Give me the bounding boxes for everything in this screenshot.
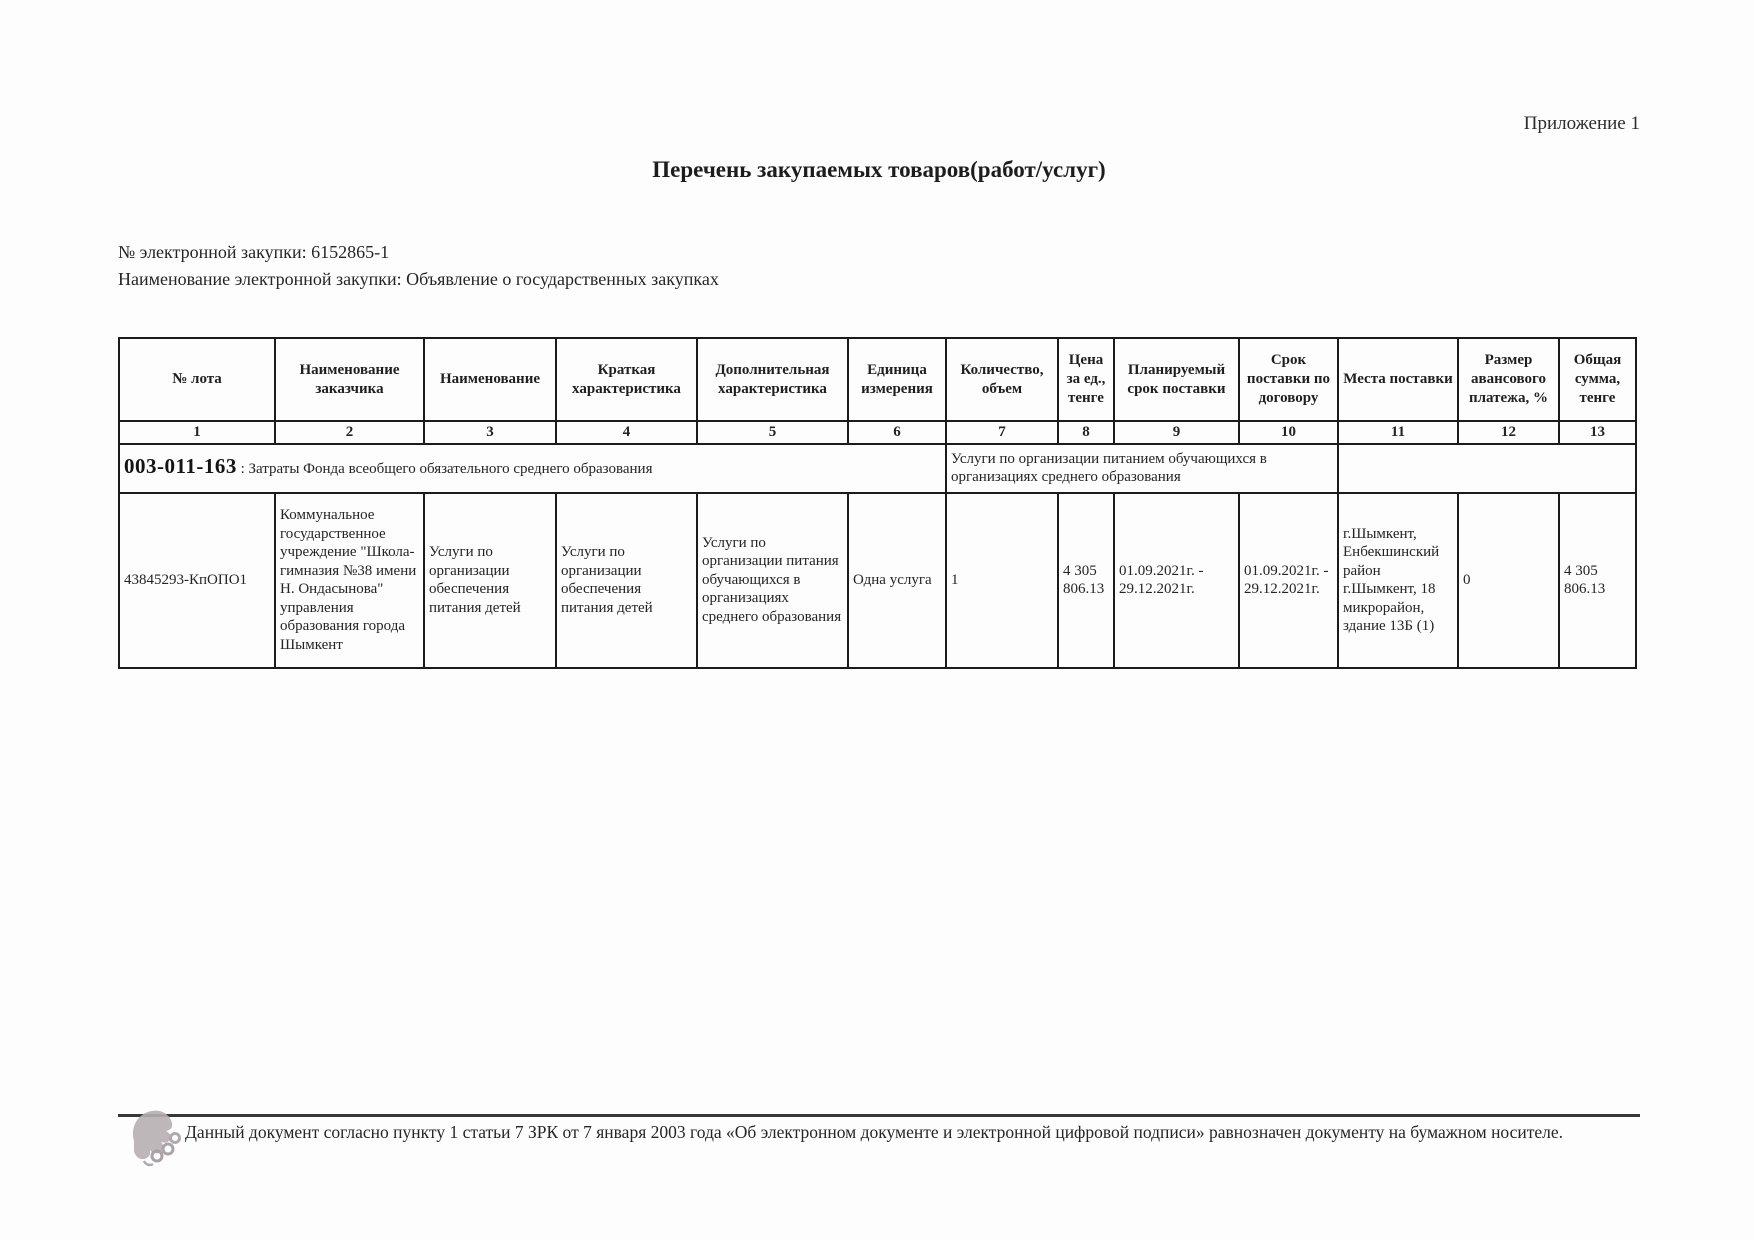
column-header-short-characteristic: Краткая характеристика — [556, 338, 697, 421]
column-header-advance-payment: Размер авансового платежа, % — [1458, 338, 1559, 421]
procurement-table — [118, 337, 1637, 669]
page-title: Перечень закупаемых товаров(работ/услуг) — [652, 157, 1106, 182]
category-service-cell: Услуги по организации питанием обучающихся в организациях среднего образования — [946, 444, 1338, 493]
quantity-cell: 1 — [946, 493, 1058, 668]
category-row — [119, 444, 1636, 493]
unit-cell: Одна услуга — [848, 493, 946, 668]
footer-divider — [118, 1114, 1640, 1117]
category-empty-cell — [1338, 444, 1636, 493]
column-header-additional-characteristic: Дополнительная характеристика — [697, 338, 848, 421]
column-number: 1 — [119, 421, 275, 444]
name-cell: Услуги по организации обеспечения питания детей — [424, 493, 556, 668]
customer-cell: Коммунальное государственное учреждение "Школа-гимназия №38 имени Н. Ондасынова" управления образования города Шымкент — [275, 493, 424, 668]
lot-row — [119, 493, 1636, 668]
column-header-total-sum: Общая сумма, тенге — [1559, 338, 1636, 421]
footer — [118, 1112, 1640, 1146]
stamp-seal-icon — [126, 1107, 184, 1169]
column-header-contract-period: Срок поставки по договору — [1239, 338, 1338, 421]
column-header-quantity: Количество, объем — [946, 338, 1058, 421]
column-number: 9 — [1114, 421, 1239, 444]
total-sum-cell: 4 305 806.13 — [1559, 493, 1636, 668]
appendix-label: Приложение 1 — [1523, 113, 1640, 134]
column-number: 7 — [946, 421, 1058, 444]
column-header-unit-price: Цена за ед., тенге — [1058, 338, 1114, 421]
additional-characteristic-cell: Услуги по организации питания обучающихся в организациях среднего образования — [697, 493, 848, 668]
category-title-cell — [119, 444, 946, 493]
column-header-planned-period: Планируемый срок поставки — [1114, 338, 1239, 421]
column-number: 10 — [1239, 421, 1338, 444]
footer-note: Данный документ согласно пункту 1 статьи 7 ЗРК от 7 января 2003 года «Об электронном документе и электронной цифровой подписи» равнозначен документу на бумажном носителе. — [185, 1122, 1564, 1142]
purchase-meta — [118, 239, 1640, 293]
column-header-lot: № лота — [119, 338, 275, 421]
column-number: 5 — [697, 421, 848, 444]
column-header-name: Наименование — [424, 338, 556, 421]
table-header-row — [119, 338, 1636, 421]
column-number-row — [119, 421, 1636, 444]
category-code: 003-011-163 — [124, 454, 237, 479]
delivery-place-cell: г.Шымкент, Енбекшинский район г.Шымкент, 18 микрорайон, здание 13Б (1) — [1338, 493, 1458, 668]
category-description: : Затраты Фонда всеобщего обязательного среднего образования — [240, 461, 653, 478]
column-number: 8 — [1058, 421, 1114, 444]
lot-number-cell: 43845293-КпОПО1 — [119, 493, 275, 668]
column-header-customer: Наименование заказчика — [275, 338, 424, 421]
column-header-unit: Единица измерения — [848, 338, 946, 421]
advance-payment-cell: 0 — [1458, 493, 1559, 668]
contract-period-cell: 01.09.2021г. - 29.12.2021г. — [1239, 493, 1338, 668]
purchase-name-line: Наименование электронной закупки: Объявление о государственных закупках — [118, 269, 719, 289]
column-header-delivery-place: Места поставки — [1338, 338, 1458, 421]
column-number: 13 — [1559, 421, 1636, 444]
column-number: 12 — [1458, 421, 1559, 444]
planned-period-cell: 01.09.2021г. - 29.12.2021г. — [1114, 493, 1239, 668]
column-number: 6 — [848, 421, 946, 444]
column-number: 3 — [424, 421, 556, 444]
short-characteristic-cell: Услуги по организации обеспечения питания детей — [556, 493, 697, 668]
column-number: 11 — [1338, 421, 1458, 444]
column-number: 2 — [275, 421, 424, 444]
unit-price-cell: 4 305 806.13 — [1058, 493, 1114, 668]
column-number: 4 — [556, 421, 697, 444]
purchase-number-line: № электронной закупки: 6152865-1 — [118, 242, 390, 262]
